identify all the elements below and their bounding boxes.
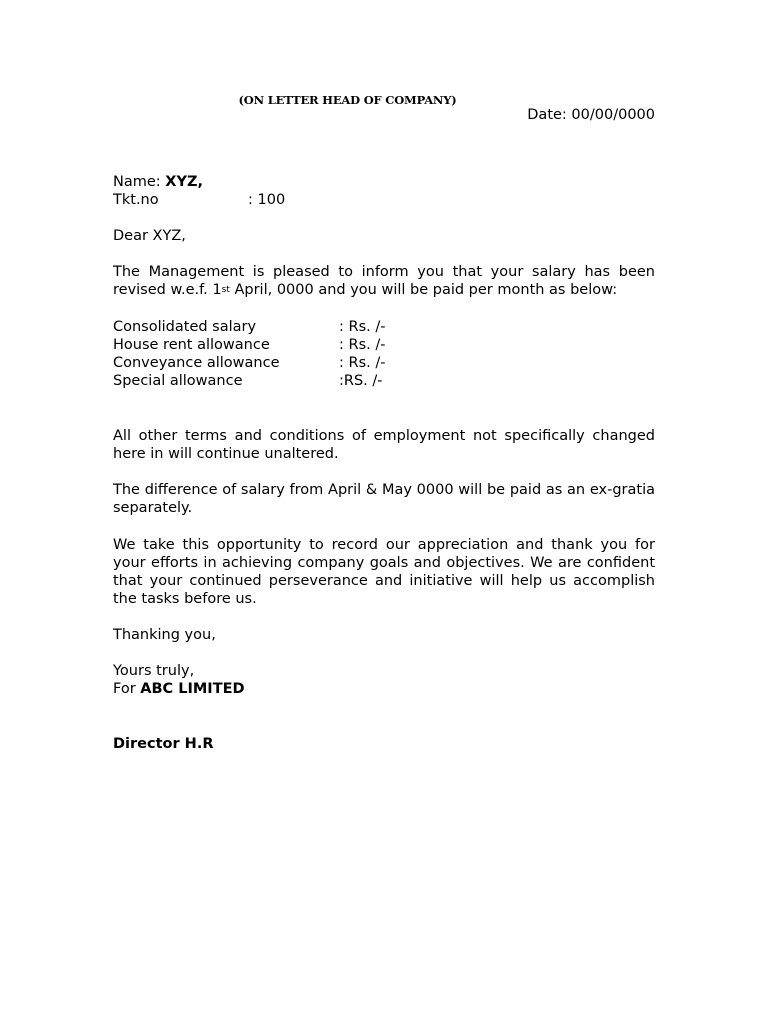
salary-value: : Rs. /- bbox=[339, 355, 386, 371]
salary-row bbox=[113, 372, 655, 390]
salary-value: : Rs. /- bbox=[339, 337, 386, 353]
yours-truly: Yours truly, bbox=[113, 663, 195, 679]
difference-paragraph: The difference of salary from April & May 0000 will be paid as an ex-gratia separately. bbox=[113, 482, 655, 516]
ticket-value: : 100 bbox=[248, 192, 286, 208]
name-row bbox=[113, 173, 655, 191]
intro-line-2-suffix: April, 0000 and you will be paid per month as below: bbox=[229, 282, 618, 298]
letterhead-placeholder: (ON LETTER HEAD OF COMPANY) bbox=[238, 93, 457, 107]
name-value: XYZ, bbox=[165, 174, 203, 190]
salary-label: Special allowance bbox=[113, 373, 243, 389]
salary-label: Conveyance allowance bbox=[113, 355, 280, 371]
for-company-line bbox=[113, 680, 655, 698]
salary-label: Consolidated salary bbox=[113, 319, 257, 335]
intro-paragraph bbox=[113, 263, 655, 299]
salutation: Dear XYZ, bbox=[113, 228, 186, 244]
terms-paragraph: All other terms and conditions of employment not specifically changed here in will continue unaltered. bbox=[113, 428, 655, 462]
thanks-line: Thanking you, bbox=[113, 627, 216, 643]
salary-label: House rent allowance bbox=[113, 337, 270, 353]
closing-block bbox=[113, 662, 655, 698]
recipient-block bbox=[113, 173, 655, 209]
salary-table bbox=[113, 318, 655, 390]
salary-value: :RS. /- bbox=[339, 373, 383, 389]
ticket-label: Tkt.no bbox=[113, 192, 159, 208]
signatory: Director H.R bbox=[113, 736, 214, 752]
salary-row bbox=[113, 354, 655, 372]
intro-line-1 bbox=[113, 263, 655, 281]
for-prefix: For bbox=[113, 681, 141, 697]
salary-row bbox=[113, 336, 655, 354]
ordinal-suffix: st bbox=[221, 285, 230, 295]
salary-value: : Rs. /- bbox=[339, 319, 386, 335]
intro-line-1-text: The Management is pleased to inform you that your salary has been bbox=[113, 264, 655, 280]
appreciation-paragraph: We take this opportunity to record our appreciation and thank you for your efforts in achieving company goals and objectives. We are confident that your continued perseverance and initiative will help us accomplish the tasks before us. bbox=[113, 537, 655, 607]
company-name: ABC LIMITED bbox=[140, 681, 245, 697]
letter-date: Date: 00/00/0000 bbox=[527, 107, 655, 123]
intro-line-2 bbox=[113, 281, 655, 299]
salary-row bbox=[113, 318, 655, 336]
name-label: Name: bbox=[113, 174, 166, 190]
ticket-row bbox=[113, 191, 655, 209]
intro-line-2-prefix: revised w.e.f. 1 bbox=[113, 282, 222, 298]
